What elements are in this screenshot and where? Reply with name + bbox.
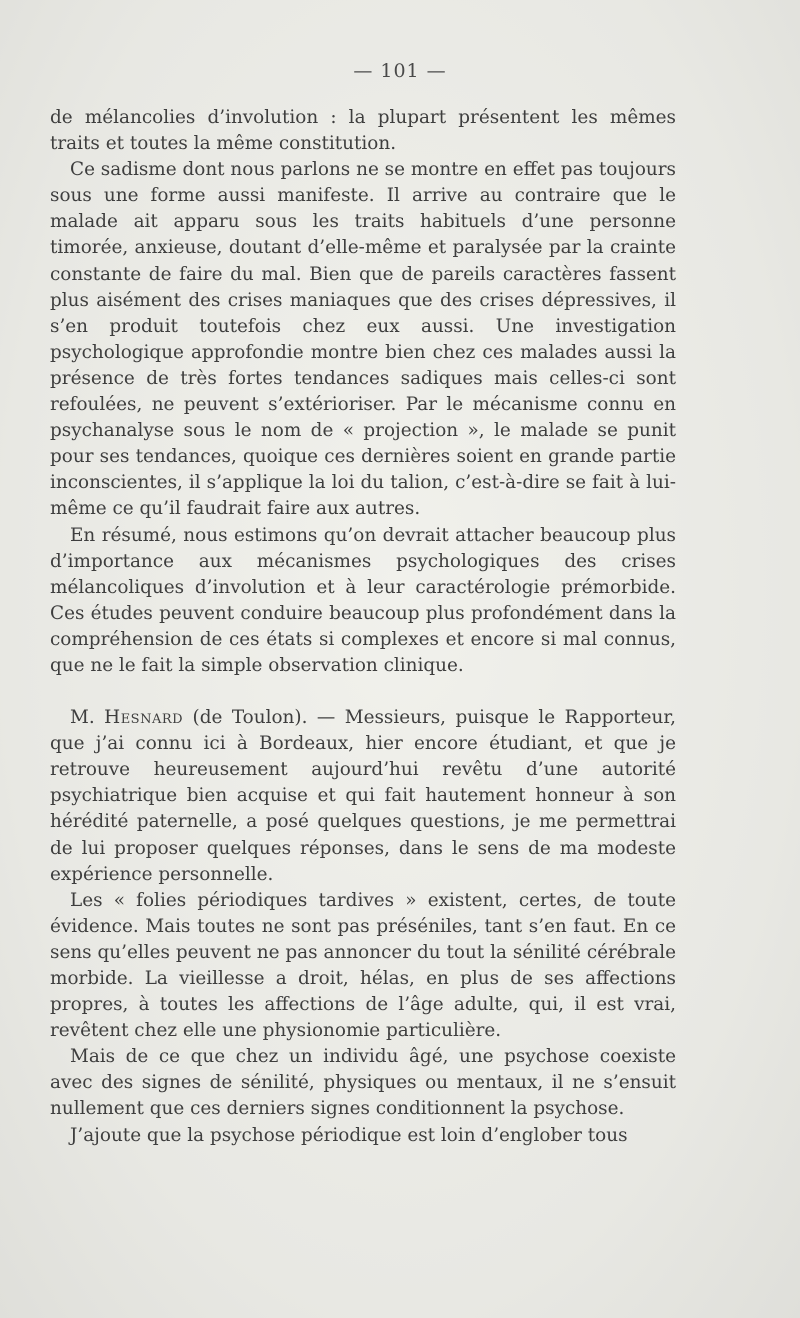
paragraph-continuation: de mélancolies d’involution : la plupart présentent les mêmes traits et toutes la même constitution. xyxy=(50,107,676,155)
paragraph-summary: En résumé, nous estimons qu’on devrait attacher beaucoup plus d’importance aux mécanismes psychologiques des crises mélancoliques d’involution et à leur caractérologie prémorbide. Ces études peuvent conduire beaucoup plus profondément dans la compréhension de ces états si complexes et encore si mal connus, que ne le fait la simple observation clinique. xyxy=(50,524,676,676)
speaker-prefix: M. xyxy=(70,707,105,729)
speaker-name: Hesnard xyxy=(104,707,184,729)
paragraph-senility: Mais de ce que chez un individu âgé, une psychose coexiste avec des signes de sénilité, physiques ou mentaux, il ne s’ensuit nullement que ces derniers signes conditionnent la psychose. xyxy=(50,1046,676,1120)
speaker-location: (de Toulon). — xyxy=(183,707,345,729)
intervention-text: Messieurs, puisque le Rapporteur, que j’ai connu ici à Bordeaux, hier encore étudiant, et que je retrouve heureusement aujourd’hui revêtu d’une autorité psychiatrique bien acquise et qui fait hautement honneur à son hérédité paternelle, a posé quelques questions, je me permettrai de lui proposer quelques réponses, dans le sens de ma modeste expérience personnelle. xyxy=(50,707,677,885)
paragraph-intervention xyxy=(50,705,676,888)
paragraph-periodic-folies: Les « folies périodiques tardives » existent, certes, de toute évidence. Mais toutes ne sont pas préséniles, tant s’en faut. En ce sens qu’elles peuvent ne pas annoncer du tout la sénilité cérébrale morbide. La vieillesse a droit, hélas, en plus de ses affections propres, à toutes les affections de l’âge adulte, qui, il est vrai, revêtent chez elle une physionomie particulière. xyxy=(50,889,676,1042)
paragraph-final: J’ajoute que la psychose périodique est loin d’englober tous xyxy=(70,1124,628,1146)
page-number: — 101 — xyxy=(353,60,447,82)
body-text xyxy=(50,105,676,1149)
paragraph-sadism: Ce sadisme dont nous parlons ne se montre en effet pas toujours sous une forme aussi manifeste. Il arrive au contraire que le malade ait apparu sous les traits habituels d’une personne timorée, anxieuse, doutant d’elle-même et paralysée par la crainte constante de faire du mal. Bien que de pareils caractères fassent plus aisément des crises maniaques que des crises dépressives, il s’en produit toutefois chez eux aussi. Une investigation psychologique approfondie montre bien chez ces malades aussi la présence de très fortes tendances sadiques mais celles-ci sont refoulées, ne peuvent s’extérioriser. Par le mécanisme connu en psychanalyse sous le nom de « projection », le malade se punit pour ses tendances, quoique ces dernières soient en grande partie inconscientes, il s’applique la loi du talion, c’est-à-dire se fait à lui-même ce qu’il faudrait faire aux autres. xyxy=(50,159,676,520)
section-gap xyxy=(50,679,676,705)
